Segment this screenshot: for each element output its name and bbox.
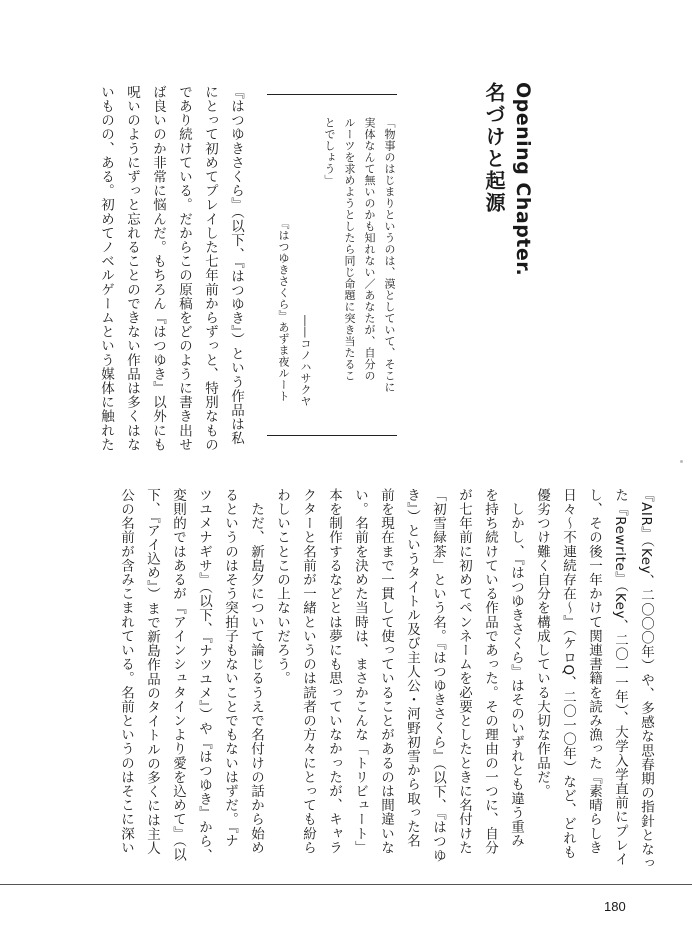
body-line: 優劣つけ難く自分を構成している大切な作品だ。 <box>534 488 550 799</box>
body-line: き』）というタイトル及び主人公・河野初雪から取った名 <box>404 488 420 848</box>
body-line: 本を制作するなどとは夢にも思っていなかったが、キャラ <box>326 488 342 855</box>
body-line: が七年前に初めてペンネームを必要としたときに名付けた <box>456 488 472 855</box>
body-line: しかし、『はつゆきさくら』はそのいずれとも違う重み <box>508 488 524 848</box>
body-line: 『AIR』（Key、二〇〇〇年）や、多感な思春期の指針となっ <box>638 488 654 871</box>
body-line: 変則的ではあるが『アインシュタインより愛を込めて』（以 <box>170 488 186 862</box>
body-line: を持ち続けている作品であった。その理由の一つに、自分 <box>482 488 498 855</box>
epigraph-line: とでしょう」 <box>323 117 336 186</box>
epigraph-line: 「物事のはじまりというのは、漠としていて、そこに <box>383 117 396 393</box>
body-line: い。名前を決めた当時は、まさかこんな「トリビュート」 <box>352 488 368 855</box>
body-line: 「初雪緑茶」という名。『はつゆきさくら』（以下、『はつゆ <box>430 488 446 863</box>
epigraph-author: ――コノハサクヤ <box>299 315 312 407</box>
body-line: 下、『アイ込め』）まで新島作品のタイトルの多くには主人 <box>144 488 160 856</box>
body-line: し、その後一年かけて関連書籍を読み漁った『素晴らしき <box>586 488 602 855</box>
body-line: わしいことこの上ないだろう。 <box>274 488 290 686</box>
body-line: 公の名前が含みこまれている。名前というのはそこに深い <box>118 488 134 855</box>
footer-rule <box>0 884 692 885</box>
body-line: にとって初めてプレイした七年前からずっと、特別なもの <box>202 85 218 452</box>
margin-mark <box>680 460 683 463</box>
body-line: 日々～不連続存在～』（ケロQ、二〇一〇年）など、どれも <box>560 488 576 860</box>
body-line: るというのはそう突拍子もないことでもないはずだ。『ナ <box>222 488 238 848</box>
epigraph-line: 実体なんて無いのかも知れない／あなたが、自分の <box>363 117 376 382</box>
body-line: クターと名前が一緒というのは読者の方々にとっても紛ら <box>300 488 316 855</box>
body-line: ば良いのか非常に悩んだ。もちろん『はつゆき』以外にも <box>150 85 166 452</box>
body-line: いものの、ある。初めてノベルゲームという媒体に触れた <box>98 85 114 452</box>
chapter-title-ja: 名づけと起源 <box>482 82 506 214</box>
body-line: 前を現在まで一貫して使っていることがあるのは間違いな <box>378 488 394 855</box>
epigraph-line: ルーツを求めようとしたら同じ命題に突き当たるこ <box>343 117 356 382</box>
body-line: た『Rewrite』（Key、二〇一一年）、大学入学直前にプレイ <box>612 488 628 867</box>
chapter-title-en: Opening Chapter. <box>512 82 534 277</box>
body-line: 『はつゆきさくら』（以下、『はつゆき』）という作品は私 <box>228 85 244 446</box>
body-line: ただ、新島夕について論じるうえで名付けの話から始め <box>248 488 264 855</box>
body-line: であり続けている。だからこの原稿をどのように書き出せ <box>176 85 192 452</box>
epigraph-source: 『はつゆきさくら』あずま夜ルート <box>277 218 290 402</box>
body-line: 呪いのようにずっと忘れることのできない作品は多くはな <box>124 85 140 452</box>
body-line: ツユメナギサ』（以下、『ナツユメ』）や『はつゆき』から、 <box>196 488 212 863</box>
page-number: 180 <box>604 899 626 914</box>
